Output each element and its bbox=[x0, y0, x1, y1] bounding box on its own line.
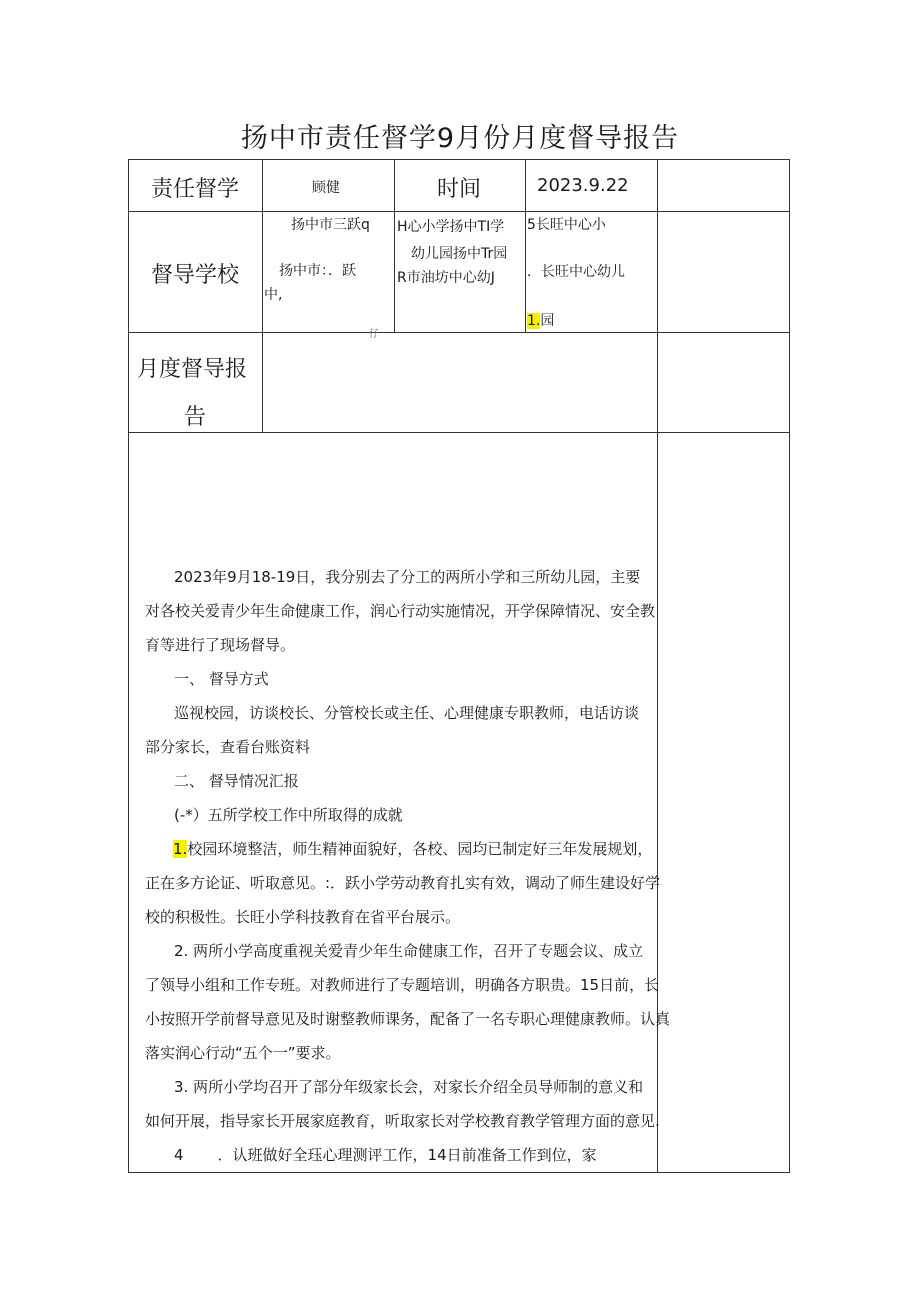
item1-line1: 1.校园环境整洁，师生精神面貌好，各校、园均已制定好三年发展规划， bbox=[173, 840, 653, 858]
row-divider bbox=[129, 432, 789, 433]
item2-line3: 小按照开学前督导意见及时谢整教师课务，配备了一名专职心理健康教师。认真 bbox=[145, 1010, 671, 1028]
report-label-line1: 月度督导报 bbox=[137, 357, 248, 382]
item3-line1: 3. 两所小学均召开了部分年级家长会，对家长介绍全员导师制的意义和 bbox=[174, 1078, 644, 1096]
item1-line3: 校的积极性。长旺小学科技教育在省平台展示。 bbox=[145, 908, 461, 926]
school-col1-line4: 仔 bbox=[369, 329, 379, 340]
item2-line4: 落实润心行动“五个一”要求。 bbox=[145, 1044, 341, 1062]
item2-line1: 2. 两所小学高度重视关爱青少年生命健康工作，召开了专题会议、成立 bbox=[174, 942, 644, 960]
report-table bbox=[128, 159, 790, 1173]
item3-line2: 如何开展，指导家长开展家庭教育，听取家长对学校教育教学管理方面的意见. bbox=[145, 1112, 660, 1130]
school-col2-line3: R市油坊中心幼J bbox=[397, 270, 495, 286]
report-label-line2: 告 bbox=[184, 405, 207, 430]
highlight-mark: 1. bbox=[173, 840, 188, 858]
col-divider bbox=[525, 160, 526, 332]
intro-line3: 育等进行了现场督导。 bbox=[145, 636, 296, 654]
item4-line1: 4 ．认班做好全珏心理测评工作，14日前准备工作到位，家 bbox=[174, 1146, 597, 1164]
report-date: 2023.9.22 bbox=[537, 175, 629, 196]
school-col1-line2: 扬中市：．跃 bbox=[279, 263, 356, 279]
supervisor-label: 责任督学 bbox=[151, 177, 240, 202]
item1-line2: 正在多方论证、听取意见。:．跃小学劳动教育扎实有效，调动了师生建设好学 bbox=[145, 874, 661, 892]
school-col3-line1: 5长旺中心小 bbox=[527, 217, 606, 233]
row-divider bbox=[129, 332, 789, 333]
col-divider bbox=[394, 160, 395, 332]
schools-label: 督导学校 bbox=[151, 263, 240, 288]
col-divider bbox=[262, 160, 263, 432]
section-heading-method: 一、 督导方式 bbox=[174, 670, 269, 688]
highlight-mark: 1. bbox=[527, 313, 541, 329]
school-col2-line2: 幼儿园扬中Tr园 bbox=[411, 246, 508, 262]
method-line1: 巡视校园，访谈校长、分管校长或主任、心理健康专职教师，电话访谈 bbox=[174, 704, 640, 722]
subsection-heading: (-*）五所学校工作中所取得的成就 bbox=[174, 806, 403, 824]
item2-line2: 了领导小组和工作专班。对教师进行了专题培训，明确各方职贵。15日前，长 bbox=[145, 976, 660, 994]
page-title: 扬中市责任督学9月份月度督导报告 bbox=[240, 123, 680, 154]
section-heading-report: 二、 督导情况汇报 bbox=[174, 772, 299, 790]
intro-line1: 2023年9月18-19日，我分别去了分工的两所小学和三所幼儿园，主要 bbox=[174, 568, 641, 586]
school-col1-line1: 扬中市三跃q bbox=[291, 217, 370, 233]
row-divider bbox=[129, 211, 789, 212]
method-line2: 部分家长，查看台账资料 bbox=[145, 738, 311, 756]
school-col1-line3: 中, bbox=[264, 287, 283, 303]
school-col3-line2: ．长旺中心幼儿 bbox=[527, 264, 625, 280]
supervisor-name: 顾健 bbox=[312, 180, 340, 196]
school-col2-line1: H心小学扬中TI学 bbox=[397, 219, 505, 235]
intro-line2: 对各校关爱青少年生命健康工作，润心行动实施情况，开学保障情况、安全教 bbox=[145, 602, 656, 620]
time-label: 时间 bbox=[437, 177, 482, 202]
school-col3-line3: 1.园 bbox=[527, 313, 555, 329]
